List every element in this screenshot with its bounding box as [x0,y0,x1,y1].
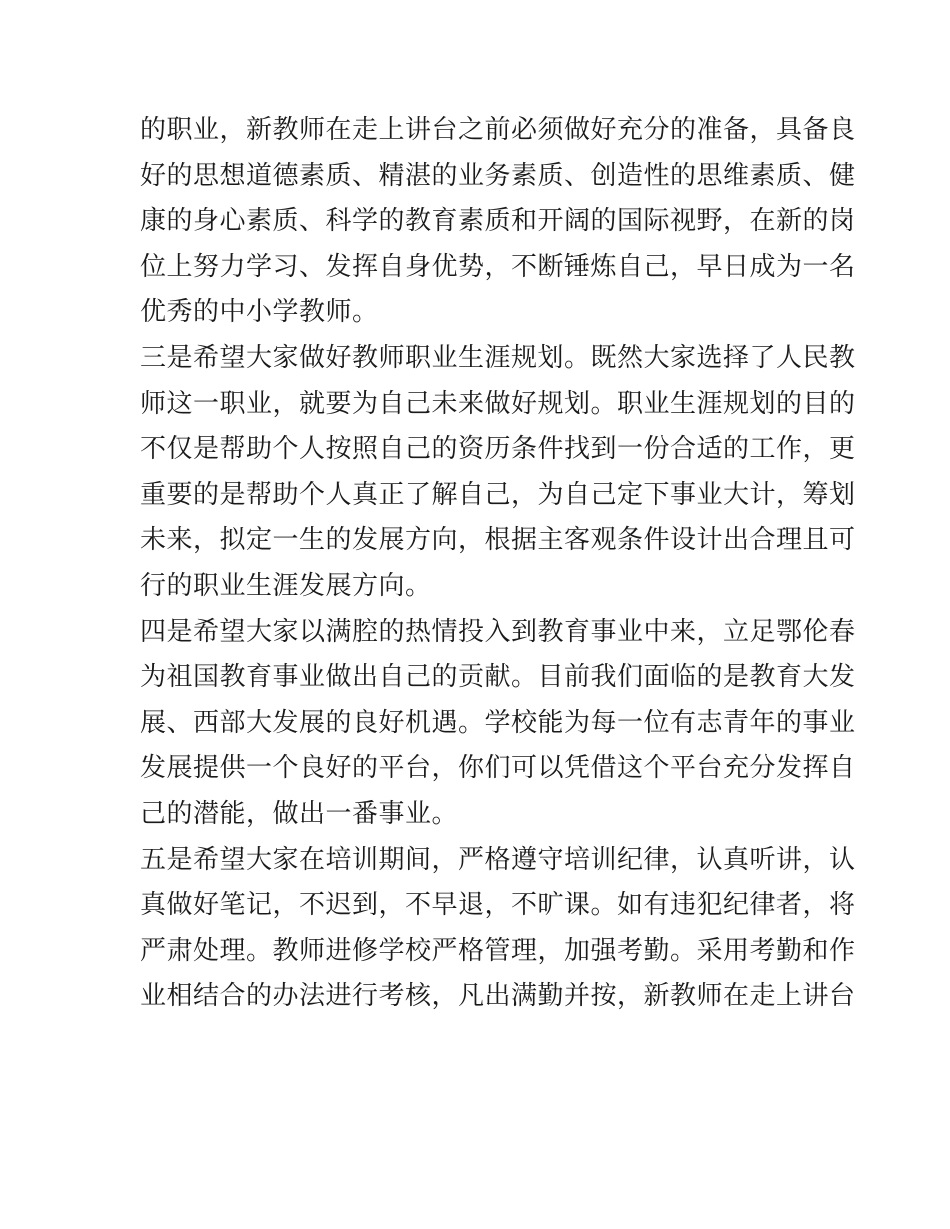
text-line: 行的职业生涯发展方向。 [140,570,432,601]
text-line: 师这一职业，就要为自己未来做好规划。职业生涯规划的目的 [140,388,856,419]
text-line: 己的潜能，做出一番事业。 [140,798,459,829]
text-line: 展、西部大发展的良好机遇。学校能为每一位有志青年的事业 [140,707,856,738]
text-line: 的职业，新教师在走上讲台之前必须做好充分的准备，具备良 [140,115,856,145]
text-line: 未来，拟定一生的发展方向，根据主客观条件设计出合理且可 [140,525,856,556]
text-line: 发展提供一个良好的平台，你们可以凭借这个平台充分发挥自 [140,753,856,784]
text-line: 重要的是帮助个人真正了解自己，为自己定下事业大计，筹划 [140,479,856,510]
text-line: 优秀的中小学教师。 [140,297,379,328]
text-line: 为祖国教育事业做出自己的贡献。目前我们面临的是教育大发 [140,662,856,693]
text-line: 严肃处理。教师进修学校严格管理，加强考勤。采用考勤和作 [140,935,856,966]
text-line: 位上努力学习、发挥自身优势，不断锤炼自己，早日成为一名 [140,251,856,282]
text-line: 康的身心素质、科学的教育素质和开阔的国际视野，在新的岗 [140,206,856,237]
document-body [140,108,856,1020]
text-line: 真做好笔记，不迟到，不早退，不旷课。如有违犯纪律者，将 [140,890,856,921]
text-line: 业相结合的办法进行考核，凡出满勤并按，新教师在走上讲台 [140,981,856,1012]
text-line: 不仅是帮助个人按照自己的资历条件找到一份合适的工作，更 [140,434,856,465]
text-line: 好的思想道德素质、精湛的业务素质、创造性的思维素质、健 [140,160,856,191]
text-line: 三是希望大家做好教师职业生涯规划。既然大家选择了人民教 [140,342,856,373]
text-line: 五是希望大家在培训期间，严格遵守培训纪律，认真听讲，认 [140,844,856,875]
text-line: 四是希望大家以满腔的热情投入到教育事业中来，立足鄂伦春 [140,616,856,647]
